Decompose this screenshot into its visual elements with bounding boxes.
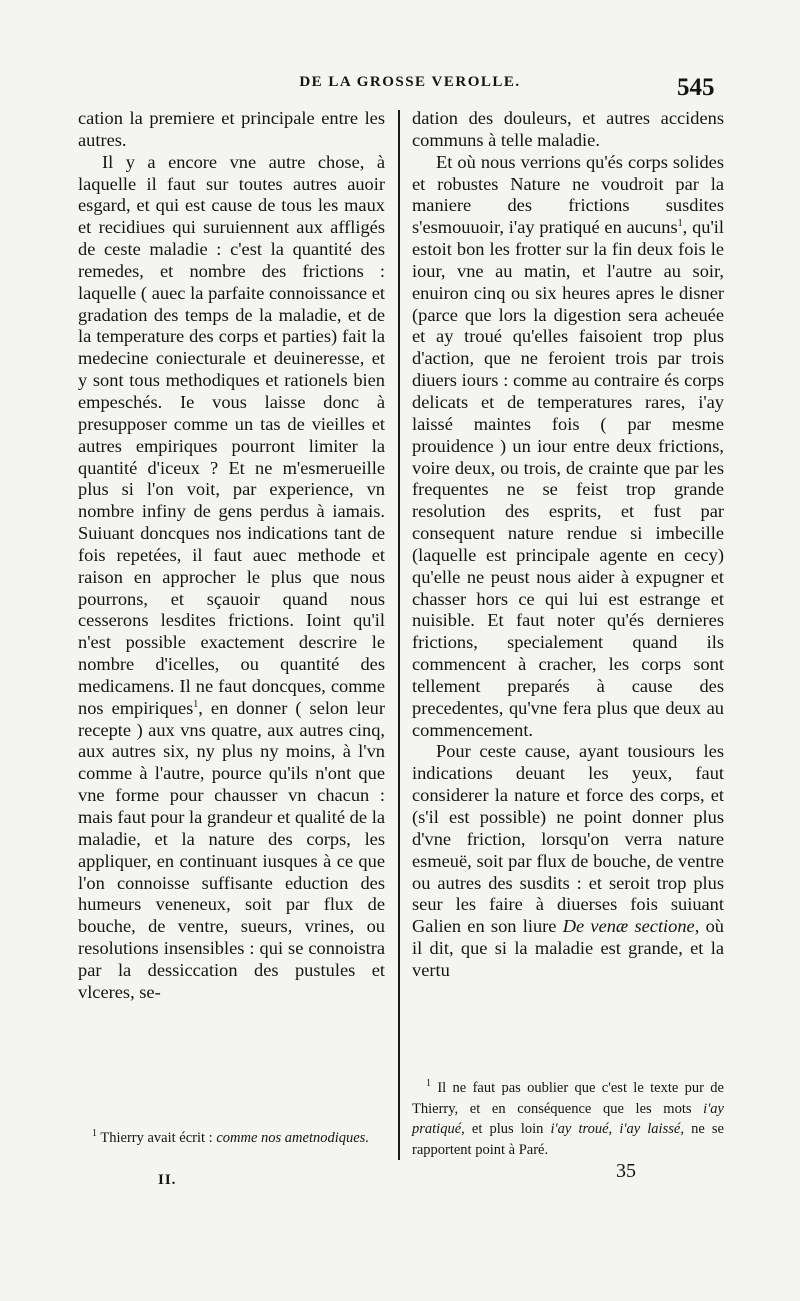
footnote-right-text-c: , ne se rapportent point à Paré. (412, 1121, 724, 1158)
left-column (78, 108, 385, 1004)
footnote-left (78, 1128, 385, 1148)
footnote-right-mark: 1 (426, 1078, 431, 1090)
footnote-ref-left: 1 (193, 698, 199, 710)
right-paragraph-2-part-b: , qu'il estoit bon les frotter sur la fin deux fois le iour, vne au matin, et l'autre au soir, enuiron cinq ou six heures apres le disner (parce que lors la digestion sera acheuée et ay troué qu'elles faisoient trop plus d'action, que ne feroient trois par trois diuers iours : comme au contraire és corps delicats et de temperatures rares, i'ay laissé maintes fois ( par mesme prouidence ) un iour entre deux frictions, voire deux, ou trois, de crainte que par les frequentes ne se feist trop grande resolution des esprits, et fust par consequent nature rendue si imbecille (laquelle est principale agente en cecy) qu'elle ne peust nous aider à expugner et chasser hors ce qui lui est estrange et nuisible. Et faut noter qu'és dernieres frictions, specialement quand ils commencent à cracher, les corps sont tellement preparés à cause des precedentes, qu'vne fera plus que deux au commencement. (412, 217, 724, 740)
footnote-right-italic-2: i'ay troué, i'ay laissé (550, 1121, 681, 1137)
running-head: DE LA GROSSE VEROLLE. (299, 74, 521, 90)
right-paragraph-3-part-a: Pour ceste cause, ayant tousiours les indications deuant les yeux, faut considerer la nature et force des corps, et (s'il est possible) ne point donner plus d'vne friction, lorsqu'on verra nature esmeuë, soit par flux de bouche, de ventre ou autres des susdits : et seroit trop plus seur les faire à diuerses fois suiuant Galien en son liure (412, 741, 724, 937)
right-paragraph-1: dation des douleurs, et autres accidens communs à telle maladie. (412, 108, 724, 150)
right-paragraph-3-part-b: , où il dit, que si la maladie est grande, et la vertu (412, 916, 724, 980)
footnote-left-mark: 1 (92, 1128, 97, 1140)
book-title-italic: De venæ sectione (562, 916, 695, 937)
signature-mark-right: 35 (616, 1160, 636, 1182)
left-paragraph-1: cation la premiere et principale entre les autres. (78, 108, 385, 150)
left-paragraph-2-part-a: Il y a encore vne autre chose, à laquelle il faut sur toutes autres auoir esgard, et qui est cause de tous les maux et recidiues qui suruiennent aux affligés de ceste maladie : c'est la quantité des remedes, et nombre des frictions : laquelle ( auec la parfaite connoissance et gradation des temps de la maladie, et de la temperature des corps et parties) fait la medecine coniecturale et deuineresse, et y sont tous methodiques et rationels bien empeschés. Ie vous laisse donc à presupposer comme un tas de vieilles et autres empiriques pourront limiter la quantité d'iceux ? Et ne m'esmerueille plus si l'on voit, par experience, vn nombre infiny de gens perdus à iamais. Suiuant doncques nos indications tant de fois repetées, il faut auec methode et raison en approcher le plus que nous pourrons, et sçauoir quand nous cesserons lesdites frictions. Ioint qu'il n'est possible exactement descrire le nombre d'icelles, ou quantité des medicamens. Il ne faut doncques, comme nos empiriques (78, 151, 385, 718)
column-divider (398, 110, 400, 1160)
footnote-left-text: Thierry avait écrit : (100, 1130, 217, 1146)
footnote-right-text-a: Il ne faut pas oublier que c'est le texte pur de Thierry, et en conséquence que les mots (412, 1080, 724, 1117)
left-paragraph-2-part-b: , en donner ( selon leur recepte ) aux vns quatre, aux autres cinq, aux autres six, ny plus ny moins, à l'vn comme à l'autre, pource qu'ils n'ont que vne forme pour chausser vn chacun : mais faut pour la grandeur et qualité de la maladie, et la nature des corps, les appliquer, en continuant iusques à ce que l'on connoisse suffisante eduction des humeurs veneneux, soit par flux de bouche, de ventre, sueurs, vrines, ou resolutions insensibles : qui se connoistra par la dessiccation des pustules et vlceres, se- (78, 697, 385, 1002)
footnote-right-text-b: , et plus loin (461, 1121, 551, 1137)
left-paragraph-2 (78, 152, 385, 1004)
footnote-right (412, 1078, 724, 1160)
signature-mark-left: II. (158, 1172, 177, 1188)
footnote-left-italic: comme nos ametnodiques. (216, 1130, 369, 1146)
page-number: 545 (677, 74, 715, 101)
right-paragraph-2 (412, 152, 724, 742)
right-paragraph-2-part-a: Et où nous verrions qu'és corps solides et robustes Nature ne voudroit par la maniere des frictions susdites s'esmouuoir, i'ay pratiqué en aucuns (412, 151, 724, 238)
footnote-ref-right: 1 (677, 218, 683, 230)
right-paragraph-3 (412, 741, 724, 981)
right-column (412, 108, 724, 982)
footnote-right-italic-1: i'ay pratiqué (412, 1100, 724, 1137)
